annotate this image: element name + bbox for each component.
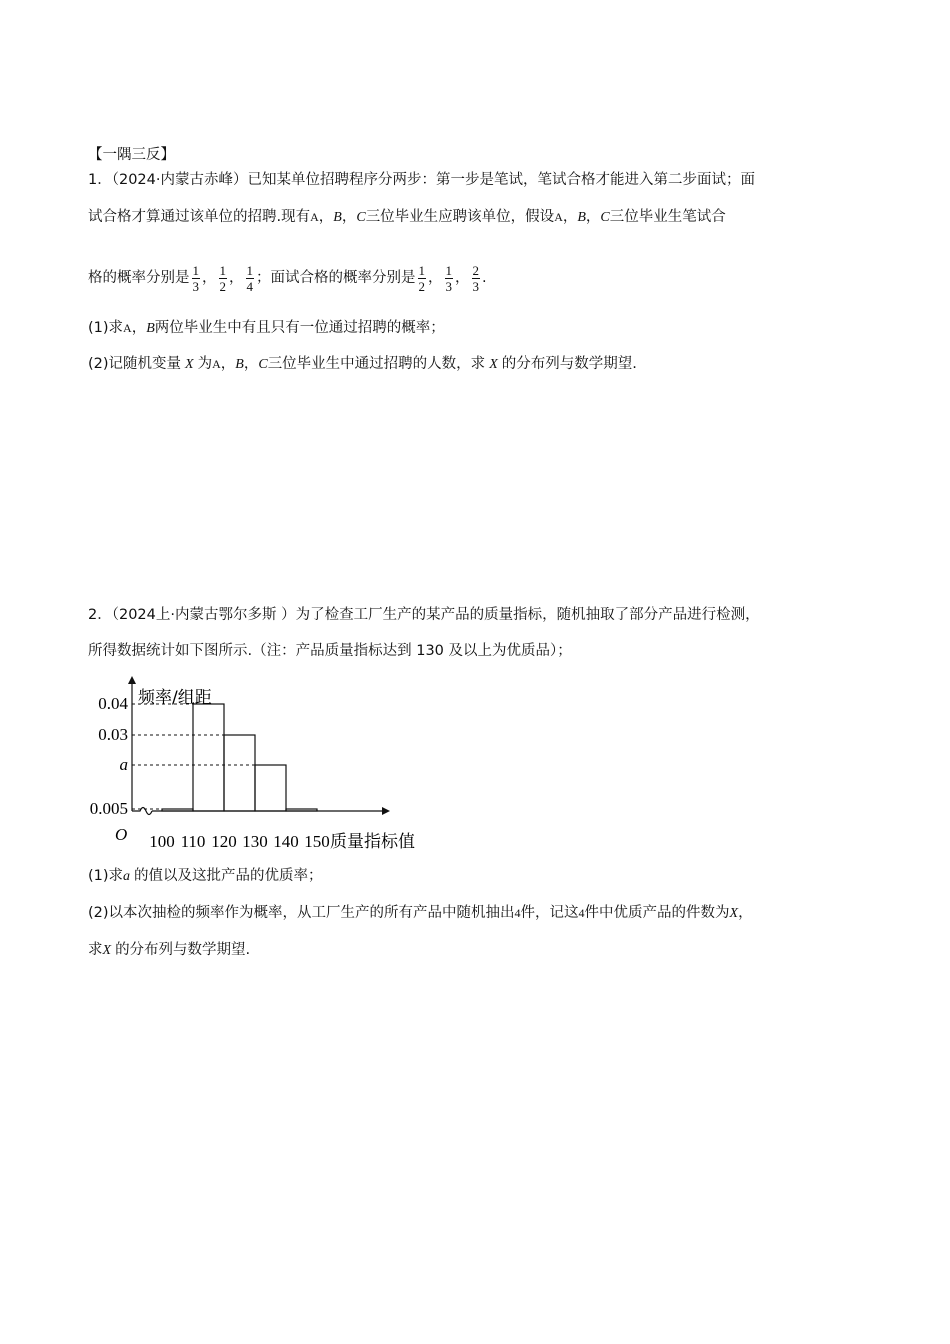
comma: ， [428, 270, 443, 286]
q1-text-3a: 格的概率分别是 [88, 270, 190, 286]
y-axis-label: 频率/组距 [138, 688, 212, 708]
q2-part1-prefix: (1)求 [88, 868, 124, 884]
histogram-chart [80, 668, 450, 858]
var-A: A [554, 210, 563, 224]
comma: ， [202, 270, 217, 286]
histogram-bar [286, 809, 317, 811]
fraction-interview-2: $\frac{1}{3}$ [445, 262, 452, 294]
q1-part1-prefix: (1)求 [88, 320, 124, 336]
var-B: B [235, 357, 244, 372]
fraction-written-1: $\frac{1}{3}$ [192, 262, 199, 294]
histogram-bar [224, 735, 255, 811]
q1-part2-mid1: 为 [197, 356, 213, 372]
comma: ， [220, 356, 236, 372]
q2-part2-text-a: (2)以本次抽检的频率作为概率，从工厂生产的所有产品中随机抽出 [88, 905, 515, 921]
fraction-written-3: $\frac{1}{4}$ [246, 262, 253, 294]
q2-number: 2． [88, 607, 112, 623]
q1-text-1: 已知某单位招聘程序分两步：第一步是笔试，笔试合格才能进入第二步面试；面 [247, 172, 755, 188]
n-draw: 4 [514, 906, 521, 920]
q1-part1-suffix: 两位毕业生中有且只有一位通过招聘的概率； [154, 320, 445, 336]
var-X: X [102, 943, 112, 958]
comma: ， [562, 209, 578, 225]
q2-line-1 [88, 605, 760, 625]
q2-part-2-line-2 [88, 940, 250, 961]
var-B: B [333, 210, 342, 225]
var-A: A [212, 357, 221, 371]
q2-part-2-line-1 [88, 903, 753, 924]
comma: ， [585, 209, 601, 225]
var-X: X [729, 906, 739, 921]
q1-line-1 [88, 170, 755, 190]
fraction-interview-3: $\frac{2}{3}$ [472, 262, 479, 294]
q2-part-1 [88, 866, 323, 887]
var-X: X [185, 357, 194, 372]
var-B: B [146, 321, 155, 336]
var-C: C [600, 210, 610, 225]
y-tick-label: 0.04 [98, 694, 128, 713]
q2-part2-text-c: 件中优质产品的件数为 [584, 905, 730, 921]
origin-label: O [115, 825, 128, 844]
var-a: a [123, 869, 131, 884]
histogram-bar [255, 765, 286, 811]
q1-text-2a: 试合格才算通过该单位的招聘.现有 [88, 209, 311, 225]
var-X: X [489, 357, 498, 372]
x-tick-label: 110 [180, 832, 206, 851]
q2-source: （2024上·内蒙古鄂尔多斯 ） [111, 607, 296, 623]
q1-text-2b: 三位毕业生应聘该单位，假设 [365, 209, 555, 225]
comma: ， [455, 270, 470, 286]
q1-line-3 [88, 260, 487, 296]
n-draw: 4 [578, 906, 585, 920]
comma: ， [738, 905, 753, 921]
x-tick-label: 100 [149, 832, 175, 851]
period: . [482, 270, 487, 286]
var-A: A [123, 321, 132, 335]
q2-part2-text-b: 件，记这 [520, 905, 579, 921]
q1-part2-suffix: 的分布列与数学期望. [501, 356, 637, 372]
q2-part2-text-e: 的分布列与数学期望. [115, 942, 251, 958]
section-heading: 【一隅三反】 [88, 147, 175, 163]
var-B: B [577, 210, 586, 225]
q1-line-2 [88, 207, 726, 228]
q1-part-2 [88, 354, 637, 375]
q2-text-1: 为了检查工厂生产的某产品的质量指标，随机抽取了部分产品进行检测， [295, 607, 760, 623]
histogram-bar [193, 704, 224, 811]
q2-part1-suffix: 的值以及这批产品的优质率； [134, 868, 323, 884]
comma: ， [229, 270, 244, 286]
comma: ， [318, 209, 334, 225]
q1-part2-mid2: 三位毕业生中通过招聘的人数，求 [267, 356, 486, 372]
y-tick-label: 0.03 [98, 725, 128, 744]
q1-part-1 [88, 318, 445, 339]
x-tick-label: 130 [242, 832, 268, 851]
y-tick-label: a [119, 755, 128, 774]
histogram-bar [162, 809, 193, 811]
q1-source: （2024·内蒙古赤峰） [111, 172, 248, 188]
q1-part2-prefix: (2)记随机变量 [88, 356, 182, 372]
fraction-interview-1: $\frac{1}{2}$ [418, 262, 425, 294]
comma: ， [131, 320, 147, 336]
x-tick-label: 150 [304, 832, 330, 851]
q2-part2-text-d: 求 [88, 942, 103, 958]
x-tick-label: 120 [211, 832, 237, 851]
y-tick-label: 0.005 [89, 799, 128, 818]
x-axis-label: 质量指标值 [330, 832, 415, 852]
var-C: C [356, 210, 366, 225]
comma: ， [243, 356, 259, 372]
var-A: A [310, 210, 319, 224]
fraction-written-2: $\frac{1}{2}$ [219, 262, 226, 294]
q1-text-3b: ；面试合格的概率分别是 [256, 270, 416, 286]
var-C: C [258, 357, 268, 372]
q1-text-2c: 三位毕业生笔试合 [609, 209, 726, 225]
x-tick-label: 140 [273, 832, 299, 851]
q2-line-2: 所得数据统计如下图所示.（注：产品质量指标达到 130 及以上为优质品）； [88, 643, 572, 659]
q1-number: 1． [88, 172, 112, 188]
comma: ， [341, 209, 357, 225]
